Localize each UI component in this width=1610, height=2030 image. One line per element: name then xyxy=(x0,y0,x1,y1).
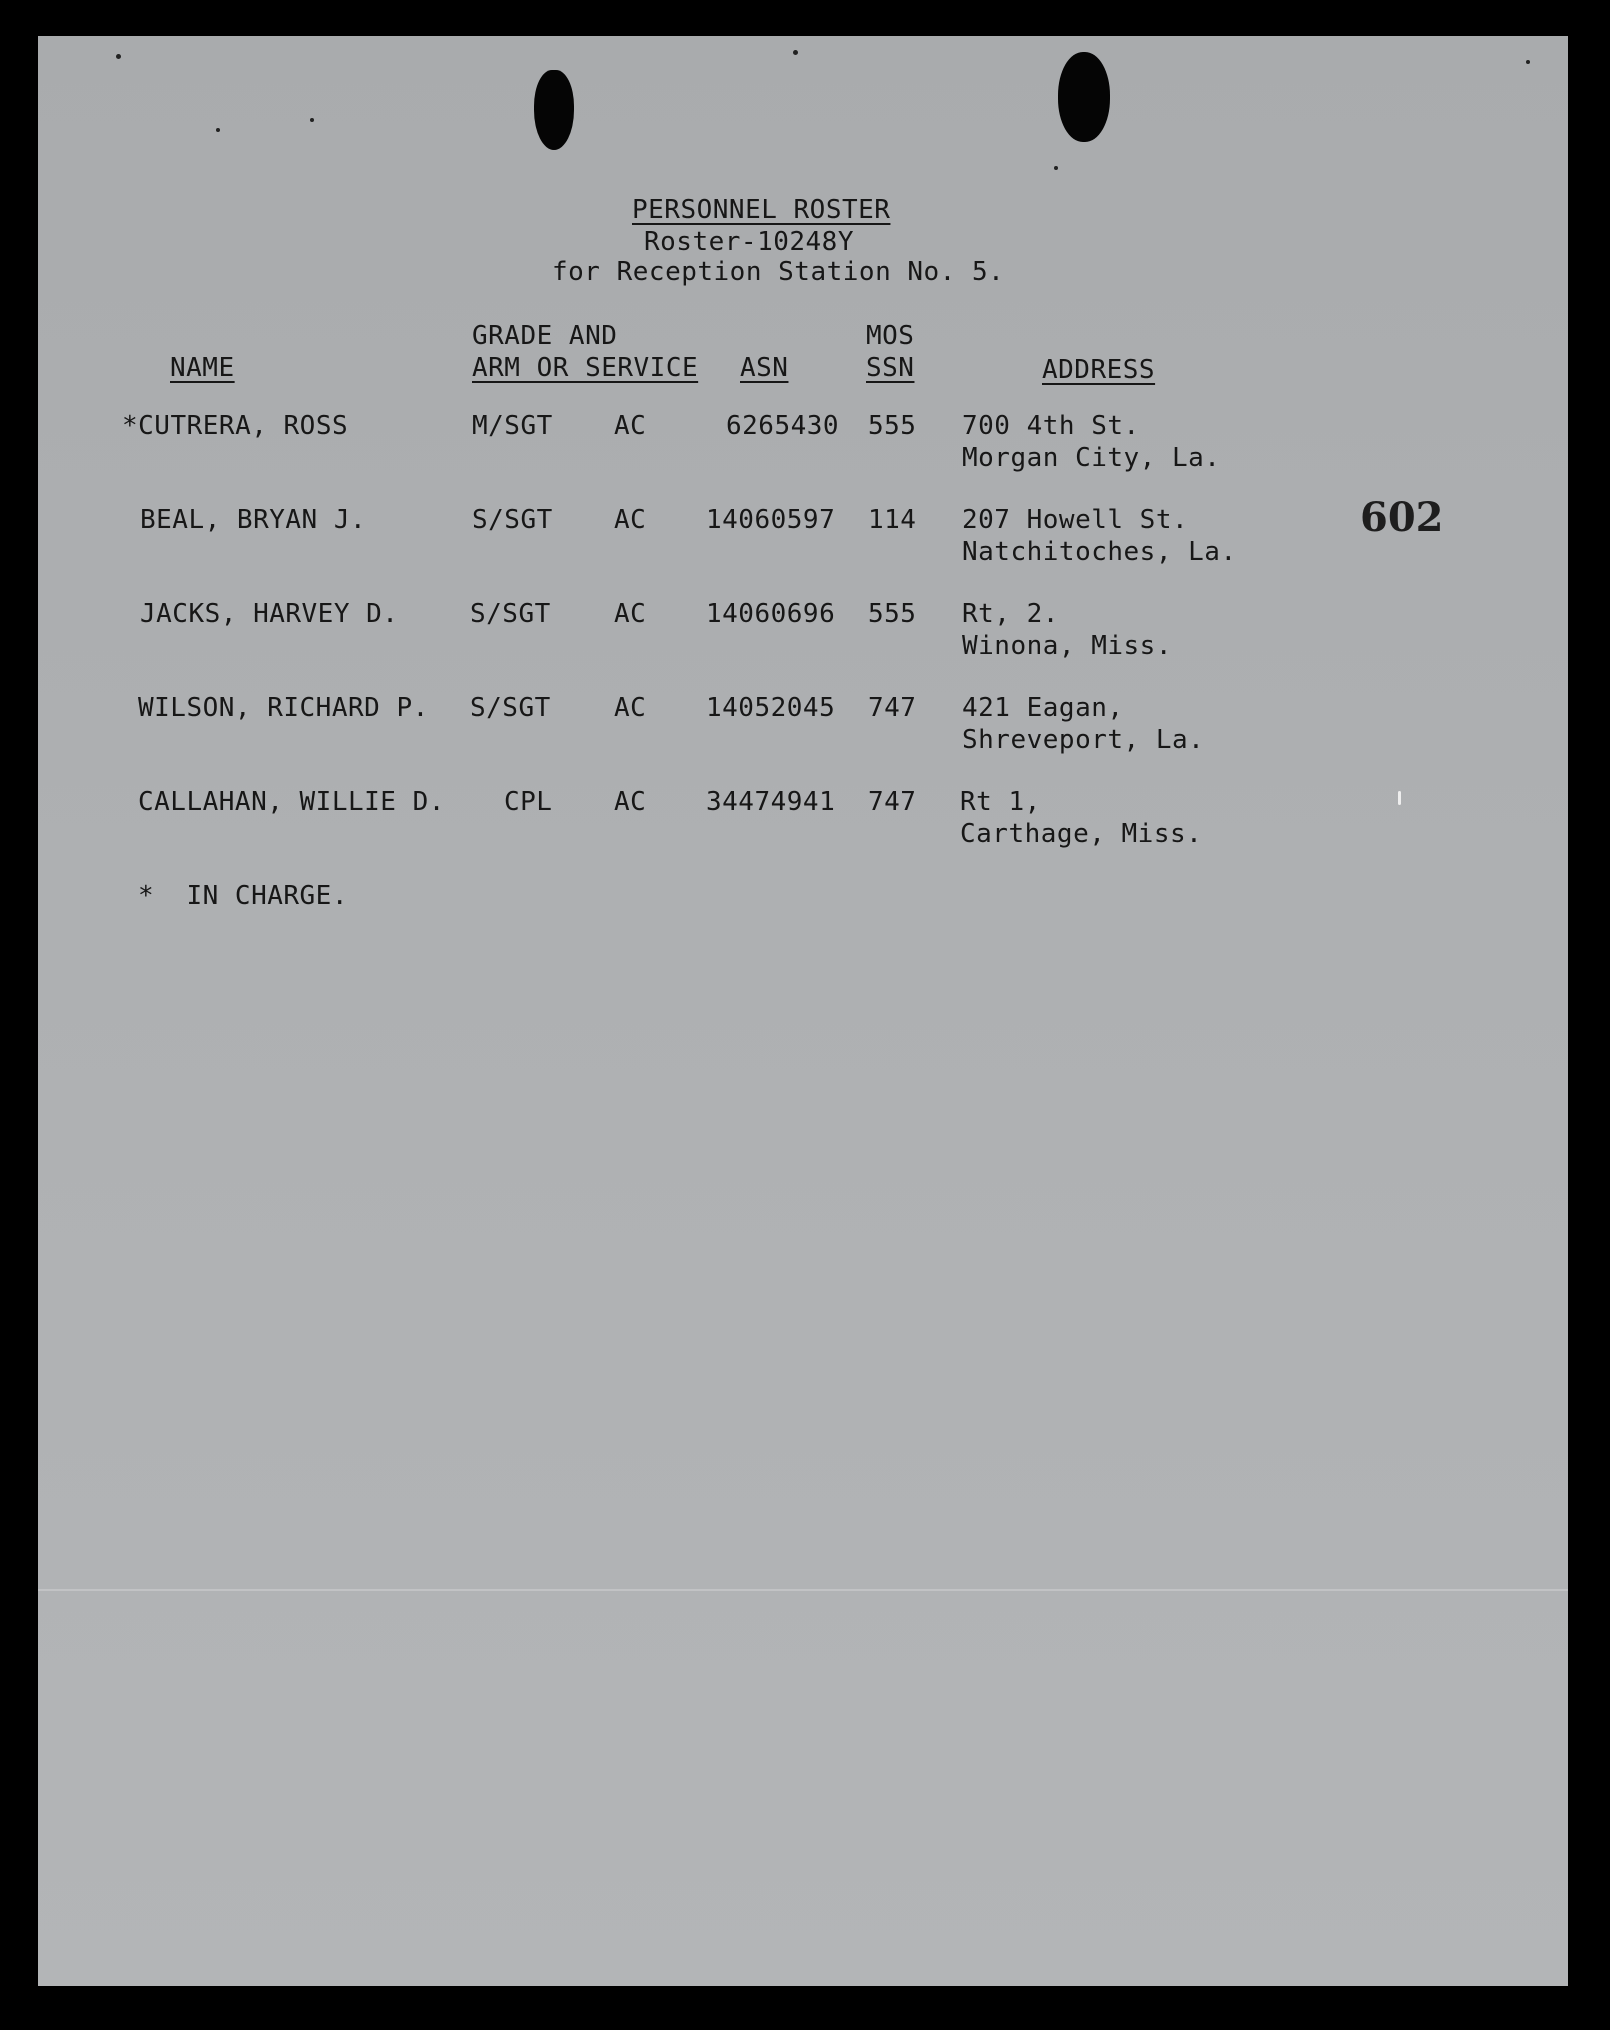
row-4-arm: AC xyxy=(614,693,647,723)
speck xyxy=(116,54,121,59)
document-page xyxy=(38,36,1568,1986)
row-3-address-line1: Rt, 2. xyxy=(962,599,1059,629)
row-1-arm: AC xyxy=(614,411,647,441)
row-2-mos: 114 xyxy=(868,505,917,535)
speck xyxy=(1398,791,1401,805)
row-2-grade: S/SGT xyxy=(472,505,553,535)
speck xyxy=(793,50,798,55)
row-2-asn: 14060597 xyxy=(706,505,836,535)
row-1-address-line1: 700 4th St. xyxy=(962,411,1140,441)
col-header-mos-line1: MOS xyxy=(866,321,915,351)
col-header-address: ADDRESS xyxy=(1042,355,1156,385)
row-3-name: JACKS, HARVEY D. xyxy=(140,599,399,629)
roster-number: Roster-10248Y xyxy=(644,227,854,257)
row-1-asn: 6265430 xyxy=(726,411,840,441)
row-2-arm: AC xyxy=(614,505,647,535)
row-5-address-line2: Carthage, Miss. xyxy=(960,819,1203,849)
footnote-in-charge: * IN CHARGE. xyxy=(138,881,348,911)
col-header-grade-line1: GRADE AND xyxy=(472,321,618,351)
row-5-name: CALLAHAN, WILLIE D. xyxy=(138,787,445,817)
col-header-name: NAME xyxy=(170,353,235,383)
col-header-grade-line2: ARM OR SERVICE xyxy=(472,353,699,383)
punch-hole-left xyxy=(534,70,574,150)
speck xyxy=(310,118,314,122)
row-5-asn: 34474941 xyxy=(706,787,836,817)
page-title: PERSONNEL ROSTER xyxy=(632,195,891,225)
row-5-grade: CPL xyxy=(504,787,553,817)
row-5-address-line1: Rt 1, xyxy=(960,787,1041,817)
row-1-grade: M/SGT xyxy=(472,411,553,441)
row-5-mos: 747 xyxy=(868,787,917,817)
row-3-arm: AC xyxy=(614,599,647,629)
col-header-mos-line2: SSN xyxy=(866,353,915,383)
row-4-address-line1: 421 Eagan, xyxy=(962,693,1124,723)
speck xyxy=(216,128,220,132)
row-2-name: BEAL, BRYAN J. xyxy=(140,505,367,535)
row-4-asn: 14052045 xyxy=(706,693,836,723)
col-header-asn: ASN xyxy=(740,353,789,383)
speck xyxy=(1054,166,1058,170)
row-3-asn: 14060696 xyxy=(706,599,836,629)
row-3-mos: 555 xyxy=(868,599,917,629)
row-3-grade: S/SGT xyxy=(470,599,551,629)
station-line: for Reception Station No. 5. xyxy=(552,257,1005,287)
row-4-grade: S/SGT xyxy=(470,693,551,723)
row-5-arm: AC xyxy=(614,787,647,817)
row-4-mos: 747 xyxy=(868,693,917,723)
page-number-stamp: 602 xyxy=(1360,494,1444,541)
row-4-address-line2: Shreveport, La. xyxy=(962,725,1205,755)
speck xyxy=(1526,60,1530,64)
punch-hole-right xyxy=(1058,52,1110,142)
row-1-address-line2: Morgan City, La. xyxy=(962,443,1221,473)
row-1-mos: 555 xyxy=(868,411,917,441)
row-3-address-line2: Winona, Miss. xyxy=(962,631,1172,661)
row-1-name: *CUTRERA, ROSS xyxy=(122,411,349,441)
row-2-address-line1: 207 Howell St. xyxy=(962,505,1189,535)
row-4-name: WILSON, RICHARD P. xyxy=(138,693,429,723)
paper-crease xyxy=(38,1589,1568,1591)
row-2-address-line2: Natchitoches, La. xyxy=(962,537,1237,567)
